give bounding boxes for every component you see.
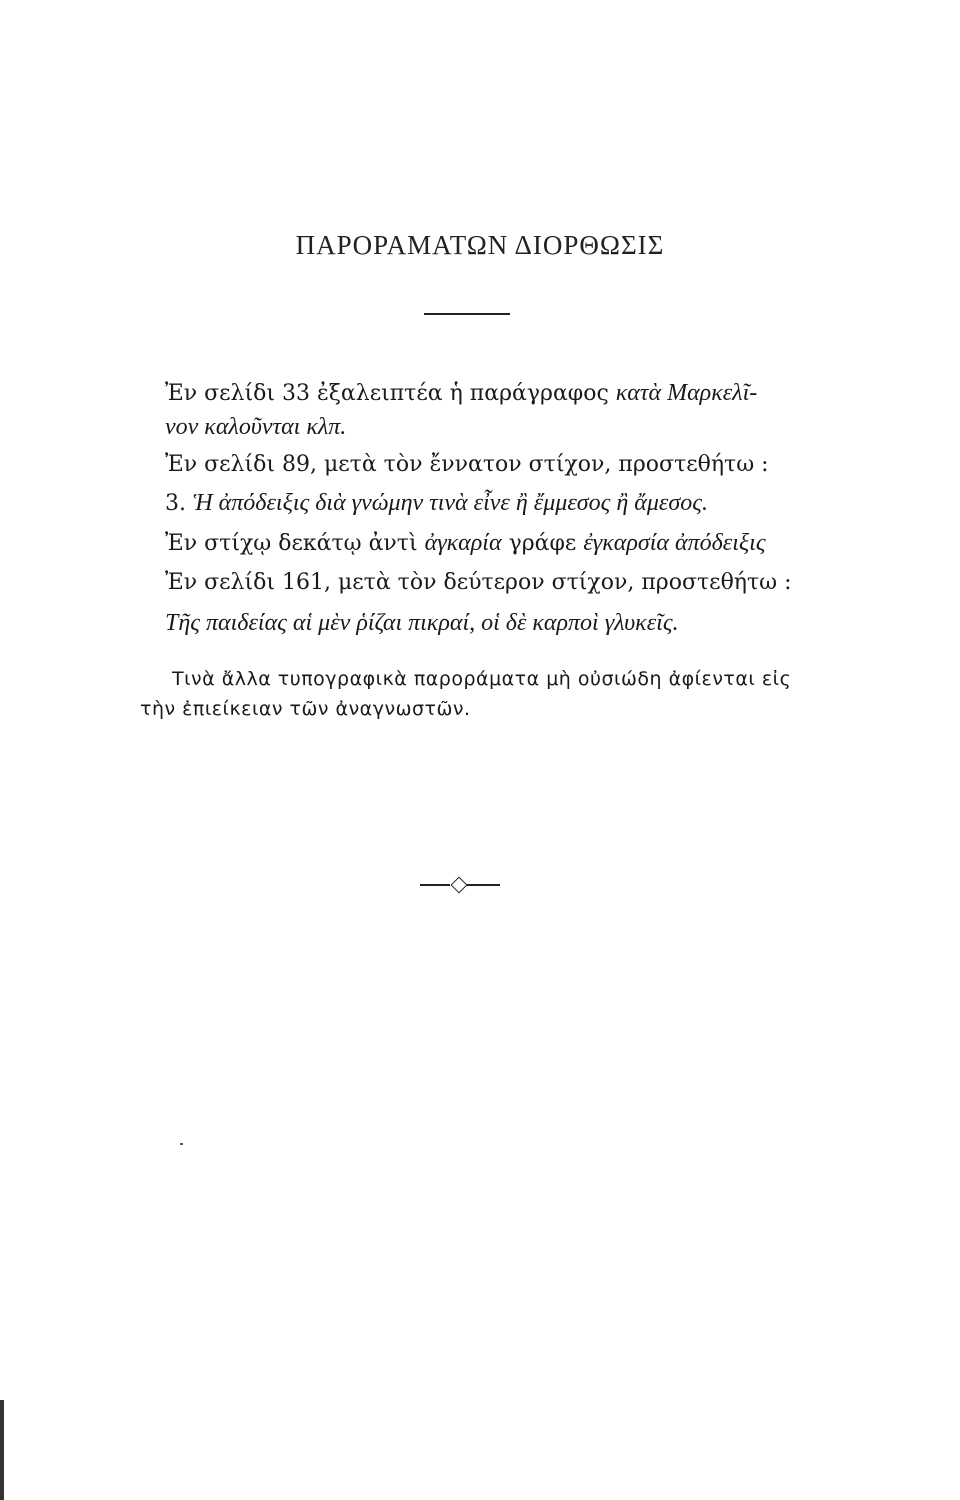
errata-line-4 xyxy=(165,490,795,517)
errata-line-2: νον καλοῦνται κλπ. xyxy=(165,414,347,440)
note-line-1: Τινὰ ἄλλα τυπογραφικὰ παροράματα μὴ οὐσιώδη ἀφίενται εἰς xyxy=(172,668,792,690)
paper-speck xyxy=(180,1143,183,1145)
errata-line-3: Ἐν σελίδι 89, μετὰ τὸν ἔννατον στίχον, προστεθήτω : xyxy=(165,452,769,477)
end-ornament xyxy=(420,878,500,892)
page-title: ΠΑΡΟΡΑΜΑΤΩΝ ΔΙΟΡΘΩΣΙΣ xyxy=(295,230,665,260)
errata-text: γράφε xyxy=(508,531,577,556)
ornament-right-bar xyxy=(467,884,500,886)
ornament-diamond-icon xyxy=(451,877,468,894)
ornament-left-bar xyxy=(420,884,450,886)
errata-text: Ἐν σελίδι 33 ἐξαλειπτέα ἡ παράγραφος xyxy=(165,381,609,406)
errata-text: Ἐν στίχῳ δεκάτῳ ἀντὶ xyxy=(165,531,418,556)
binding-edge-mark xyxy=(0,1400,4,1500)
errata-line-5 xyxy=(165,530,795,557)
note-line-2: τὴν ἐπιείκειαν τῶν ἀναγνωστῶν. xyxy=(140,698,471,720)
errata-number: 3. xyxy=(165,491,186,516)
errata-italic: Ἡ ἀπόδειξις διὰ γνώμην τινὰ εἶνε ἢ ἔμμεσος ἢ ἄμεσος. xyxy=(193,490,708,516)
errata-line-1 xyxy=(165,380,795,407)
errata-correct-word: ἐγκαρσία ἀπόδειξις xyxy=(583,530,766,556)
errata-line-6: Ἐν σελίδι 161, μετὰ τὸν δεύτερον στίχον, προστεθήτω : xyxy=(165,570,792,595)
errata-italic: κατὰ Μαρκελῖ- xyxy=(615,380,758,406)
title-rule xyxy=(424,313,510,315)
errata-wrong-word: ἀγκαρία xyxy=(424,530,502,556)
errata-line-7: Τῆς παιδείας αἱ μὲν ῥίζαι πικραί, οἱ δὲ καρποὶ γλυκεῖς. xyxy=(165,610,679,636)
